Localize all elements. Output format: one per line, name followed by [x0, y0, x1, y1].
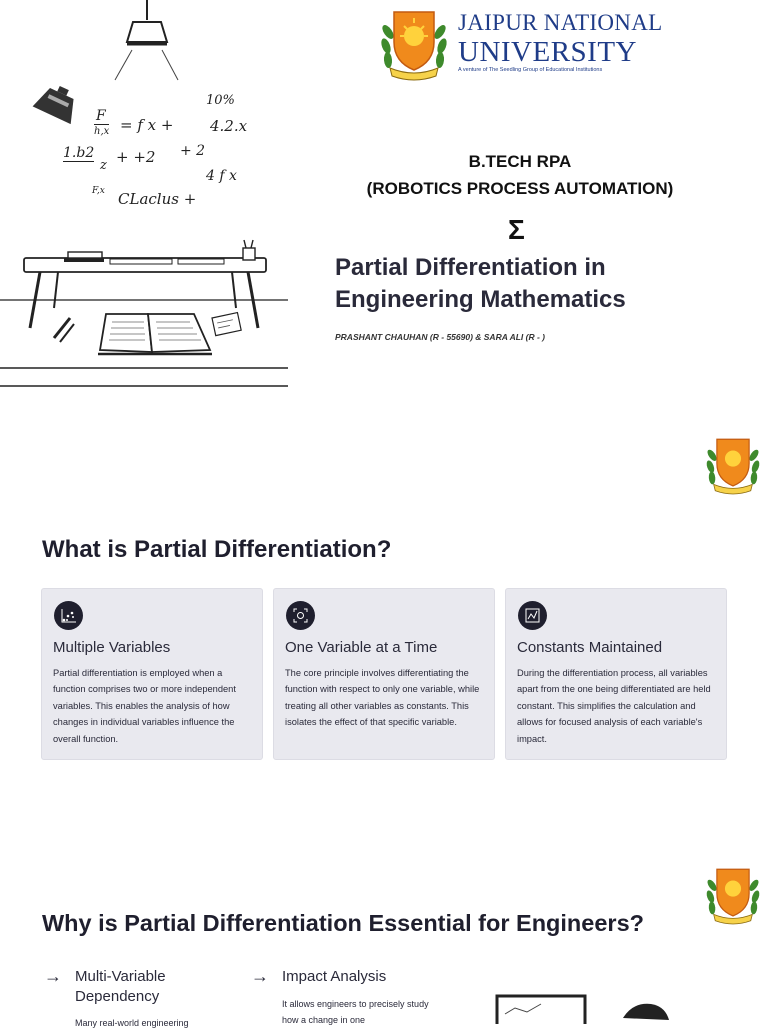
formula-1-b2: 1.b2	[63, 145, 95, 161]
formula-plus-2b: + 2	[180, 143, 206, 159]
arrow-right-icon: →	[44, 966, 62, 986]
card-multiple-variables	[41, 588, 263, 760]
formula-z: z	[100, 158, 107, 173]
point-body: Many real-world engineering	[75, 1018, 189, 1028]
point-title: Impact Analysis	[282, 968, 387, 985]
point-body: It allows engineers to precisely study how a change in one	[282, 999, 429, 1025]
focus-target-icon	[286, 601, 315, 630]
formula-claclus: CLaclus +	[118, 190, 197, 208]
authors-line: PRASHANT CHAUHAN (R - 55690) & SARA ALI (R - )	[335, 332, 545, 342]
university-name-line1: JAIPUR NATIONAL	[458, 10, 663, 35]
formula-f-denominator: h,x	[94, 126, 110, 137]
card-body: Partial differentiation is employed when a function comprises two or more independent variables. This enables the analysis of how changes in individual variables influence the overall function.	[53, 668, 236, 744]
section-heading: What is Partial Differentiation?	[42, 536, 392, 563]
university-seal-logo	[378, 6, 450, 82]
formula-percent: 10%	[206, 93, 235, 108]
university-tagline: A venture of The Seedling Group of Educational Institutions	[458, 67, 603, 73]
what-is-slide	[0, 430, 768, 860]
university-seal-icon	[704, 864, 762, 926]
card-constants-maintained	[505, 588, 727, 760]
arrow-right-icon: →	[251, 966, 269, 986]
card-body: The core principle involves differentiating the function with respect to only one variable, while treating all other variables as constants. This isolates the effect of that specific variable.	[285, 668, 480, 728]
formula-equals-fx: = f x +	[120, 116, 174, 134]
scatter-chart-icon	[54, 601, 83, 630]
presentation-title: Partial Differentiation in Engineering Mathematics	[335, 254, 626, 313]
course-title: B.TECH RPA	[468, 152, 572, 171]
formula-4-fx: 4 f x	[206, 168, 237, 184]
card-body: During the differentiation process, all variables apart from the one being differentiated are held constant. This simplifies the calculation and allows for focused analysis of each variable's impact.	[517, 668, 711, 744]
card-title: One Variable at a Time	[285, 639, 438, 656]
card-title: Multiple Variables	[53, 639, 171, 656]
formula-f: F	[96, 108, 106, 124]
title-slide	[0, 0, 768, 430]
engineer-workstation-illustration	[495, 994, 675, 1024]
university-name-line2: UNIVERSITY	[458, 36, 637, 68]
card-title: Constants Maintained	[517, 639, 663, 656]
card-one-variable	[273, 588, 495, 760]
formula-4-2-x: 4.2.x	[210, 117, 248, 135]
formula-plus-2: + +2	[116, 148, 156, 166]
function-graph-icon	[518, 601, 547, 630]
course-subtitle: (ROBOTICS PROCESS AUTOMATION)	[366, 179, 674, 198]
university-seal-icon	[704, 434, 762, 496]
point-title: Multi-Variable Dependency	[75, 968, 166, 1005]
why-essential-slide	[0, 860, 768, 1028]
formula-f-x-small: F,x	[92, 186, 105, 196]
section-heading: Why is Partial Differentiation Essential for Engineers?	[42, 910, 644, 936]
sigma-symbol: Σ	[508, 214, 525, 245]
